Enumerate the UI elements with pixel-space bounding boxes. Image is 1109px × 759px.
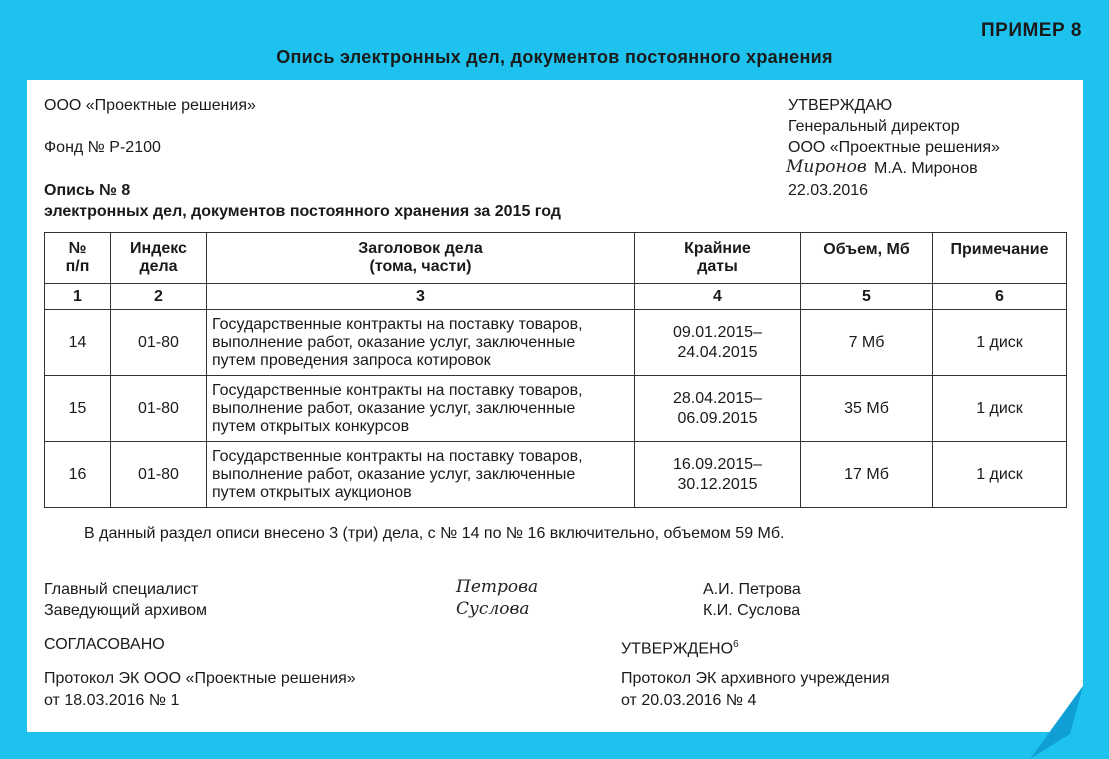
column-number: 5 <box>801 284 933 310</box>
case-index: 01-80 <box>111 376 207 442</box>
signer-name: А.И. Петрова <box>703 581 801 598</box>
organization-name: ООО «Проектные решения» <box>44 97 256 114</box>
agreed-label: СОГЛАСОВАНО <box>44 636 165 653</box>
case-volume: 7 Мб <box>801 310 933 376</box>
case-index: 01-80 <box>111 310 207 376</box>
column-header: Примечание <box>933 233 1067 284</box>
column-header: Объем, Мб <box>801 233 933 284</box>
column-header: Заголовок дела (тома, части) <box>207 233 635 284</box>
column-header: Индекс дела <box>111 233 207 284</box>
signer-name: К.И. Суслова <box>703 602 801 619</box>
column-header: Крайние даты <box>635 233 801 284</box>
approval-org: ООО «Проектные решения» <box>788 139 1000 156</box>
approval-name: М.А. Миронов <box>874 160 978 177</box>
approved-protocol: Протокол ЭК архивного учреждения <box>621 670 890 687</box>
agreed-protocol: Протокол ЭК ООО «Проектные решения» <box>44 670 356 687</box>
row-number: 16 <box>45 442 111 508</box>
example-badge: ПРИМЕР 8 <box>980 20 1082 41</box>
case-volume: 35 Мб <box>801 376 933 442</box>
column-number: 4 <box>635 284 801 310</box>
signer-position: Главный специалист <box>44 581 199 598</box>
inventory-table <box>44 232 1067 508</box>
fund-number: Фонд № Р-2100 <box>44 139 161 156</box>
table-row <box>45 442 1067 508</box>
case-title: Государственные контракты на поставку товаров, выполнение работ, оказание услуг, заключенные путем открытых аукционов <box>207 442 635 508</box>
column-number: 2 <box>111 284 207 310</box>
case-index: 01-80 <box>111 442 207 508</box>
column-number: 3 <box>207 284 635 310</box>
table-header-row <box>45 233 1067 284</box>
row-number: 14 <box>45 310 111 376</box>
case-title: Государственные контракты на поставку товаров, выполнение работ, оказание услуг, заключенные путем открытых конкурсов <box>207 376 635 442</box>
case-note: 1 диск <box>933 442 1067 508</box>
approval-position: Генеральный директор <box>788 118 960 135</box>
summary-text: В данный раздел описи внесено 3 (три) дела, с № 14 по № 16 включительно, объемом 59 Мб. <box>84 525 785 542</box>
column-header: № п/п <box>45 233 111 284</box>
case-dates: 16.09.2015– 30.12.2015 <box>635 442 801 508</box>
column-numbers-row <box>45 284 1067 310</box>
page-curl-corner <box>1030 686 1109 759</box>
signer-signature: Суслова <box>456 599 530 619</box>
case-dates: 09.01.2015– 24.04.2015 <box>635 310 801 376</box>
inventory-number: Опись № 8 <box>44 182 131 199</box>
case-note: 1 диск <box>933 376 1067 442</box>
approval-date: 22.03.2016 <box>788 182 869 199</box>
document-title: Опись электронных дел, документов постоянного хранения <box>276 47 833 67</box>
table-row <box>45 376 1067 442</box>
column-number: 1 <box>45 284 111 310</box>
case-note: 1 диск <box>933 310 1067 376</box>
case-volume: 17 Мб <box>801 442 933 508</box>
agreed-date: от 18.03.2016 № 1 <box>44 692 180 709</box>
case-title: Государственные контракты на поставку товаров, выполнение работ, оказание услуг, заключенные путем проведения запроса котировок <box>207 310 635 376</box>
approved-date: от 20.03.2016 № 4 <box>621 692 757 709</box>
approval-word: УТВЕРЖДАЮ <box>788 97 893 114</box>
signer-signature: Петрова <box>456 577 539 597</box>
table-row <box>45 310 1067 376</box>
column-number: 6 <box>933 284 1067 310</box>
approved-label: УТВЕРЖДЕНО$^6$ <box>621 639 739 658</box>
signer-position: Заведующий архивом <box>44 602 208 619</box>
director-signature: Миронов <box>786 157 867 177</box>
inventory-subtitle: электронных дел, документов постоянного хранения за 2015 год <box>44 203 561 220</box>
footnote-mark: 6 <box>733 639 739 650</box>
case-dates: 28.04.2015– 06.09.2015 <box>635 376 801 442</box>
row-number: 15 <box>45 376 111 442</box>
